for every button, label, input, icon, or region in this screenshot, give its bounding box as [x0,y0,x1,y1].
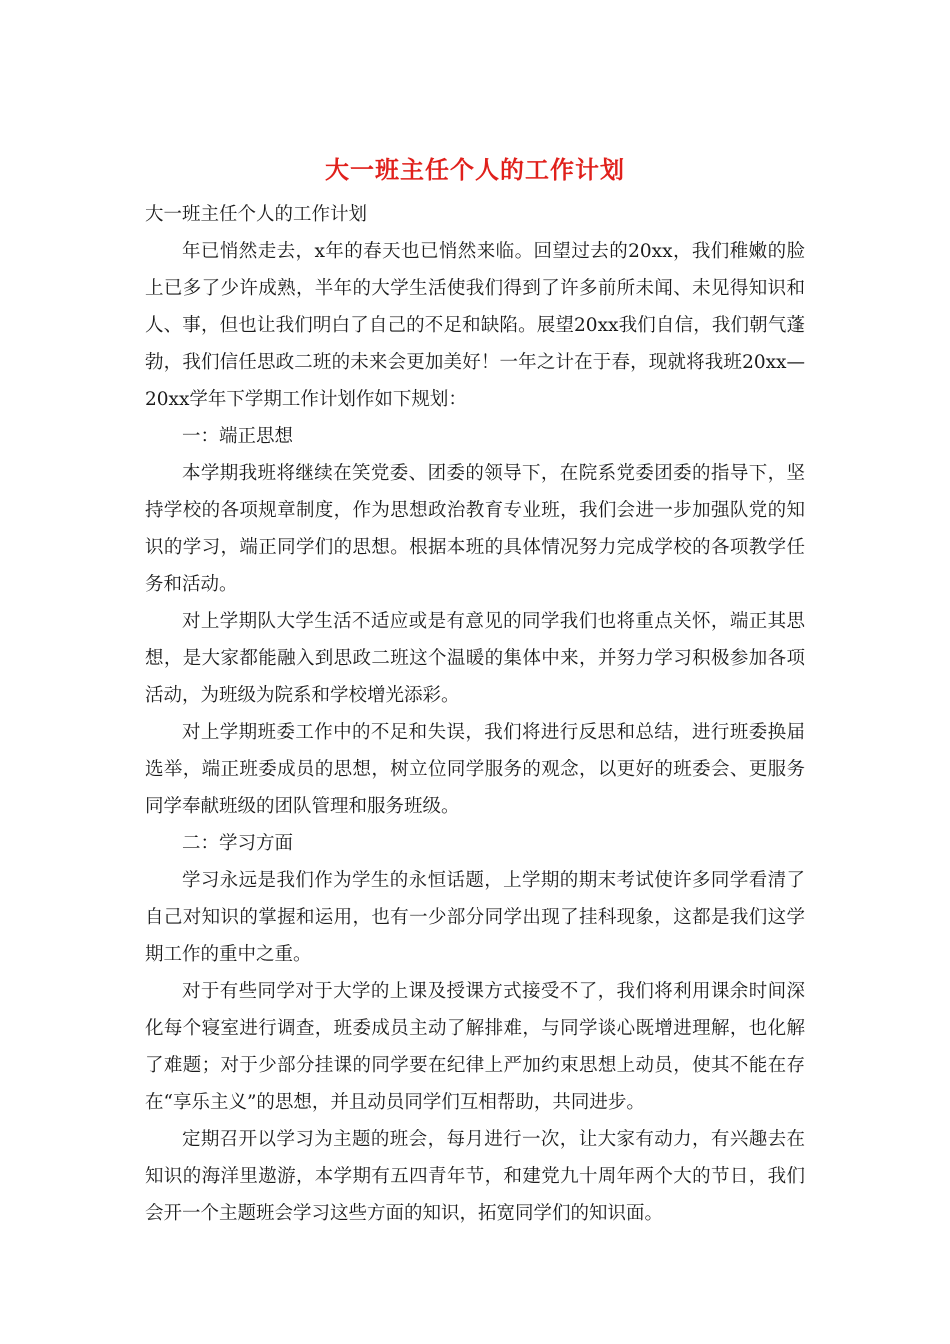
body-paragraph: 定期召开以学习为主题的班会，每月进行一次，让大家有动力，有兴趣去在知识的海洋里遨游，本学期有五四青年节，和建党九十周年两个大的节日，我们会开一个主题班会学习这些方面的知识，拓宽同学们的知识面。 [145,1129,805,1224]
body-paragraph: 对上学期队大学生活不适应或是有意见的同学我们也将重点关怀，端正其思想，是大家都能融入到思政二班这个温暖的集体中来，并努力学习积极参加各项活动，为班级为院系和学校增光添彩。 [145,611,805,706]
section-heading-thought: 一：端正思想 [182,426,294,447]
body-paragraph: 本学期我班将继续在笑党委、团委的领导下，在院系党委团委的指导下，坚持学校的各项规章制度，作为思想政治教育专业班，我们会进一步加强队党的知识的学习，端正同学们的思想。根据本班的具体情况努力完成学校的各项教学任务和活动。 [145,463,805,595]
document-subtitle: 大一班主任个人的工作计划 [145,204,368,225]
document-page [145,150,805,1232]
body-paragraph: 对于有些同学对于大学的上课及授课方式接受不了，我们将利用课余时间深化每个寝室进行调查，班委成员主动了解排难，与同学谈心既增进理解，也化解了难题；对于少部分挂课的同学要在纪律上严加约束思想上动员，使其不能在存在“享乐主义”的思想，并且动员同学们互相帮助，共同进步。 [145,981,805,1113]
body-paragraph: 学习永远是我们作为学生的永恒话题，上学期的期末考试使许多同学看清了自己对知识的掌握和运用，也有一少部分同学出现了挂科现象，这都是我们这学期工作的重中之重。 [145,870,805,965]
section-heading-study: 二：学习方面 [182,833,294,854]
document-title: 大一班主任个人的工作计划 [325,155,625,184]
document-body [145,196,805,1232]
intro-paragraph: 年已悄然走去，x年的春天也已悄然来临。回望过去的20xx，我们稚嫩的脸上已多了少许成熟，半年的大学生活使我们得到了许多前所未闻、未见得知识和人、事，但也让我们明白了自己的不足和缺陷。展望20xx我们自信，我们朝气蓬勃，我们信任思政二班的未来会更加美好！一年之计在于春，现就将我班20xx—20xx学年下学期工作计划作如下规划： [145,241,805,410]
body-paragraph: 对上学期班委工作中的不足和失误，我们将进行反思和总结，进行班委换届选举，端正班委成员的思想，树立位同学服务的观念，以更好的班委会、更服务同学奉献班级的团队管理和服务班级。 [145,722,805,817]
